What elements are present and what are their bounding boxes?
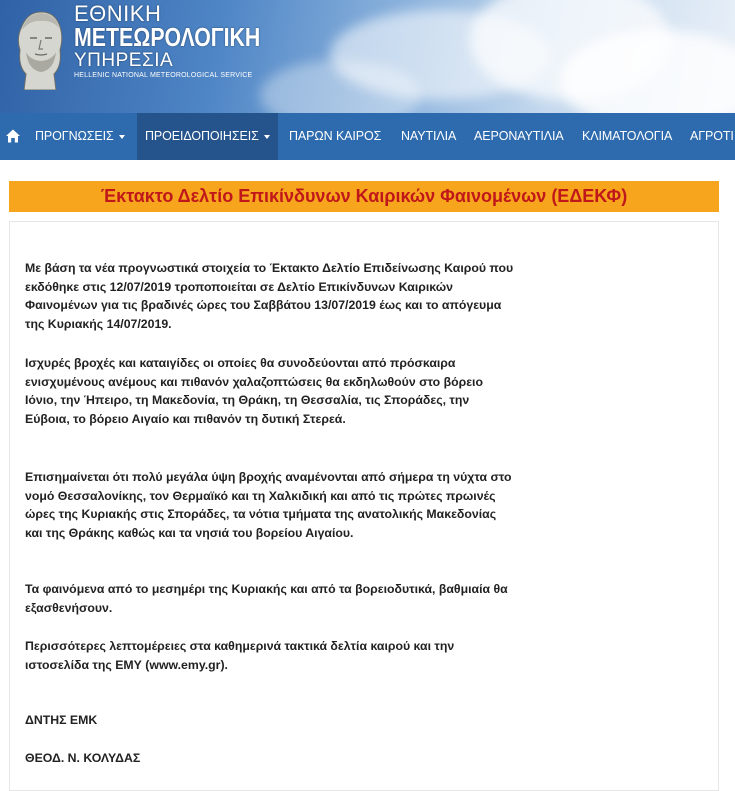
nav-item-label: ΑΓΡΟΤΙ [690, 129, 734, 143]
home-icon[interactable] [5, 128, 21, 144]
bulletin-paragraph: Επισημαίνεται ότι πολύ μεγάλα ύψη βροχής αναμένονται από σήμερα τη νύχτα στο νομό Θεσσαλονίκης, τον Θερμαϊκό και τη Χαλκιδική και από τις πρώτες πρωινές ώρες της Κυριακής στις Σποράδες, τα νότια τμήματα της ανατολικής Μακεδονίας και της Θράκης καθώς και τα νησιά του βορείου Αιγαίου. [25, 470, 512, 540]
nav-item-label: ΚΛΙΜΑΤΟΛΟΓΙΑ [582, 129, 673, 143]
chevron-down-icon [119, 135, 125, 139]
nav-item-label: ΑΕΡΟΝΑΥΤΙΛΙΑ [474, 129, 564, 143]
nav-item-current-weather[interactable] [281, 113, 389, 160]
nav-item-label: ΝΑΥΤΙΛΙΑ [401, 129, 457, 143]
logo-subtitle: HELLENIC NATIONAL METEOROLOGICAL SERVICE [74, 72, 253, 79]
logo-line-1: ΕΘΝΙΚΗ [74, 1, 162, 26]
nav-item-aviation[interactable] [466, 113, 572, 160]
nav-item-shipping[interactable] [393, 113, 464, 160]
bulletin-title: Έκτακτο Δελτίο Επικίνδυνων Καιρικών Φαινομένων (ΕΔΕΚΦ) [9, 181, 719, 212]
nav-item-label: ΠΑΡΩΝ ΚΑΙΡΟΣ [289, 129, 382, 143]
site-header [0, 0, 735, 113]
bulletin-paragraph: Με βάση τα νέα προγνωστικά στοιχεία το Έκτακτο Δελτίο Επιδείνωσης Καιρού που εκδόθηκε στις 12/07/2019 τροποποιείται σε Δελτίο Επικίνδυνων Καιρικών Φαινομένων για τις βραδινές ώρες του Σαββάτου 13/07/2019 έως και το απόγευμα της Κυριακής 14/07/2019. [25, 261, 514, 331]
nav-item-agricultural[interactable] [682, 113, 735, 160]
logo-line-2: ΜΕΤΕΩΡΟΛΟΓΙΚΗ [74, 22, 261, 52]
nav-item-forecasts[interactable] [27, 113, 133, 160]
logo-line-3: ΥΠΗΡΕΣΙΑ [74, 50, 174, 71]
aristotle-bust-icon[interactable] [8, 4, 70, 90]
nav-item-warnings[interactable] [137, 113, 278, 160]
chevron-down-icon [264, 135, 270, 139]
nav-item-label: ΠΡΟΕΙΔΟΠΟΙΗΣΕΙΣ [145, 129, 259, 143]
bulletin-paragraph: Τα φαινόμενα από το μεσημέρι της Κυριακής και από τα βορειοδυτικά, βαθμιαία θα εξασθενήσουν. [25, 582, 508, 615]
bulletin-paragraph: Ισχυρές βροχές και καταιγίδες οι οποίες θα συνοδεύονται από πρόσκαιρα ενισχυμένους ανέμους και πιθανόν χαλαζοπτώσεις θα εκδηλωθούν στο βόρειο Ιόνιο, την Ήπειρο, τη Μακεδονία, τη Θράκη, τη Θεσσαλία, τις Σποράδες, την Εύβοια, το βόρειο Αιγαίο και πιθανόν τη δυτική Στερεά. [25, 356, 483, 426]
signature-title: ΔΝΤΗΣ ΕΜΚ [25, 713, 98, 727]
nav-item-climatology[interactable] [574, 113, 680, 160]
nav-item-label: ΠΡΟΓΝΩΣΕΙΣ [35, 129, 114, 143]
main-navbar [0, 113, 735, 160]
signature-name: ΘΕΟΔ. Ν. ΚΟΛΥΔΑΣ [25, 751, 141, 765]
bulletin-paragraph: Περισσότερες λεπτομέρειες στα καθημερινά τακτικά δελτία καιρού και την ιστοσελίδα της ΕΜΥ (www.emy.gr). [25, 639, 455, 672]
